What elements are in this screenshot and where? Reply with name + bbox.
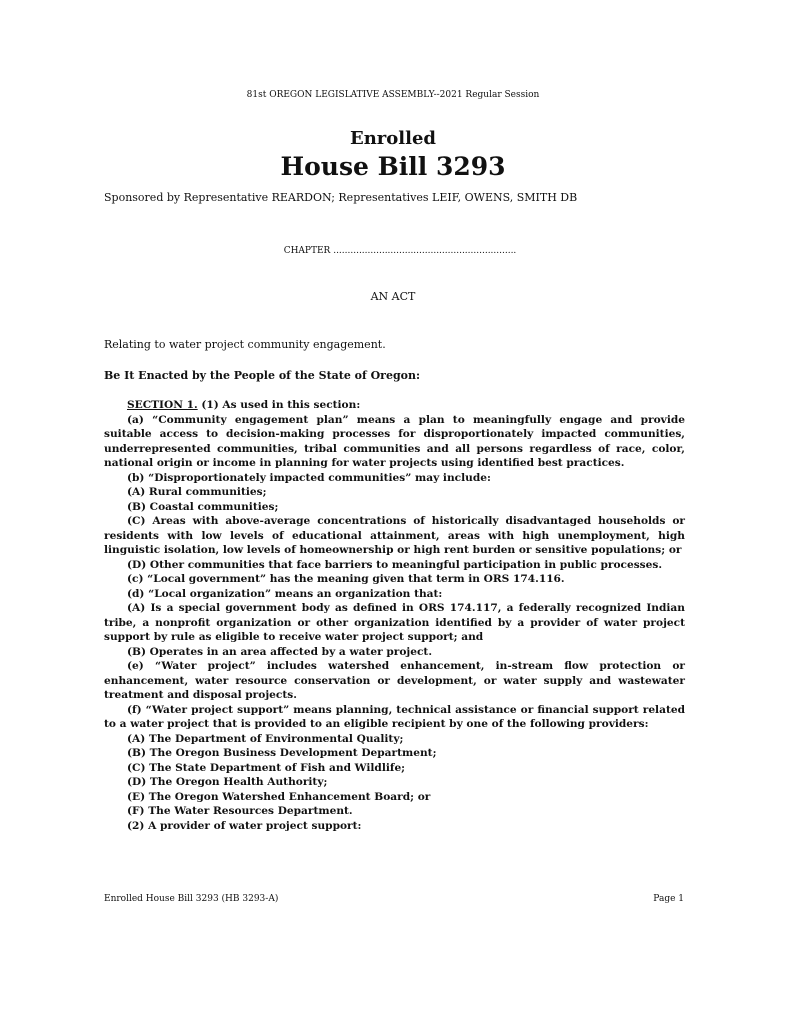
paragraph: (D) The Oregon Health Authority; (127, 776, 328, 788)
section-1-heading (104, 398, 685, 413)
paragraph: (A) Is a special government body as defined in ORS 174.117, a federally recognized Indian tribe, a nonprofit organization or other organization identified by a provider of water project support by rule as eligible to receive water project support; and (104, 602, 685, 643)
paragraph: (C) The State Department of Fish and Wildlife; (127, 761, 406, 774)
paragraph: (D) Other communities that face barriers to meaningful participation in public processes. (127, 558, 663, 571)
chapter-blank: ................................................................ (333, 246, 517, 256)
paragraph: (b) “Disproportionately impacted communities” may include: (127, 471, 491, 484)
paragraph: (E) The Oregon Watershed Enhancement Board; or (127, 790, 431, 803)
enrolled-label: Enrolled (349, 128, 436, 149)
section-1-body (104, 398, 685, 833)
page-number: Page 1 (653, 894, 684, 904)
relating-clause: Relating to water project community engagement. (104, 338, 386, 351)
paragraph: (2) A provider of water project support: (127, 819, 362, 832)
paragraph: (e) “Water project” includes watershed enhancement, in-stream flow protection or enhancement, water resource conservation or development, or water supply and wastewater treatment and disposal projects. (104, 660, 685, 701)
paragraph: (A) The Department of Environmental Quality; (127, 732, 404, 745)
section-1-label: SECTION 1. (127, 399, 198, 411)
paragraph: (c) “Local government” has the meaning given that term in ORS 174.116. (127, 573, 565, 585)
section-1-intro: (1) As used in this section: (197, 399, 361, 411)
session-header: 81st OREGON LEGISLATIVE ASSEMBLY--2021 Regular Session (246, 90, 540, 100)
chapter-label: CHAPTER (283, 246, 331, 256)
paragraph: (F) The Water Resources Department. (127, 805, 353, 817)
footer-bill-reference: Enrolled House Bill 3293 (HB 3293-A) (104, 894, 279, 904)
chapter-line (0, 246, 800, 256)
paragraph: (f) “Water project support” means planning, technical assistance or financial support related to a water project that is provided to an eligible recipient by one of the following providers: (104, 703, 685, 730)
paragraph: (C) Areas with above-average concentrations of historically disadvantaged households or residents with low levels of educational attainment, areas with high unemployment, high linguistic isolation, low levels of homeownership or high rent burden or sensitive populations; or (104, 515, 685, 556)
bill-title: House Bill 3293 (280, 152, 506, 181)
paragraph: (A) Rural communities; (127, 486, 267, 498)
sponsors-line: Sponsored by Representative REARDON; Representatives LEIF, OWENS, SMITH DB (104, 191, 578, 204)
paragraph: (B) Operates in an area affected by a water project. (127, 645, 433, 658)
enacting-clause: Be It Enacted by the People of the State of Oregon: (104, 369, 421, 382)
paragraph: (B) The Oregon Business Development Department; (127, 747, 437, 759)
act-title: AN ACT (370, 290, 416, 303)
paragraph: (a) “Community engagement plan” means a plan to meaningfully engage and provide suitable access to decision-making processes for disproportionately impacted communities, underrepresented communities, tribal communities and all persons regardless of race, color, national origin or income in planning for water projects using identified best practices. (104, 413, 685, 469)
paragraph: (d) “Local organization” means an organization that: (127, 587, 443, 600)
paragraph: (B) Coastal communities; (127, 500, 279, 513)
